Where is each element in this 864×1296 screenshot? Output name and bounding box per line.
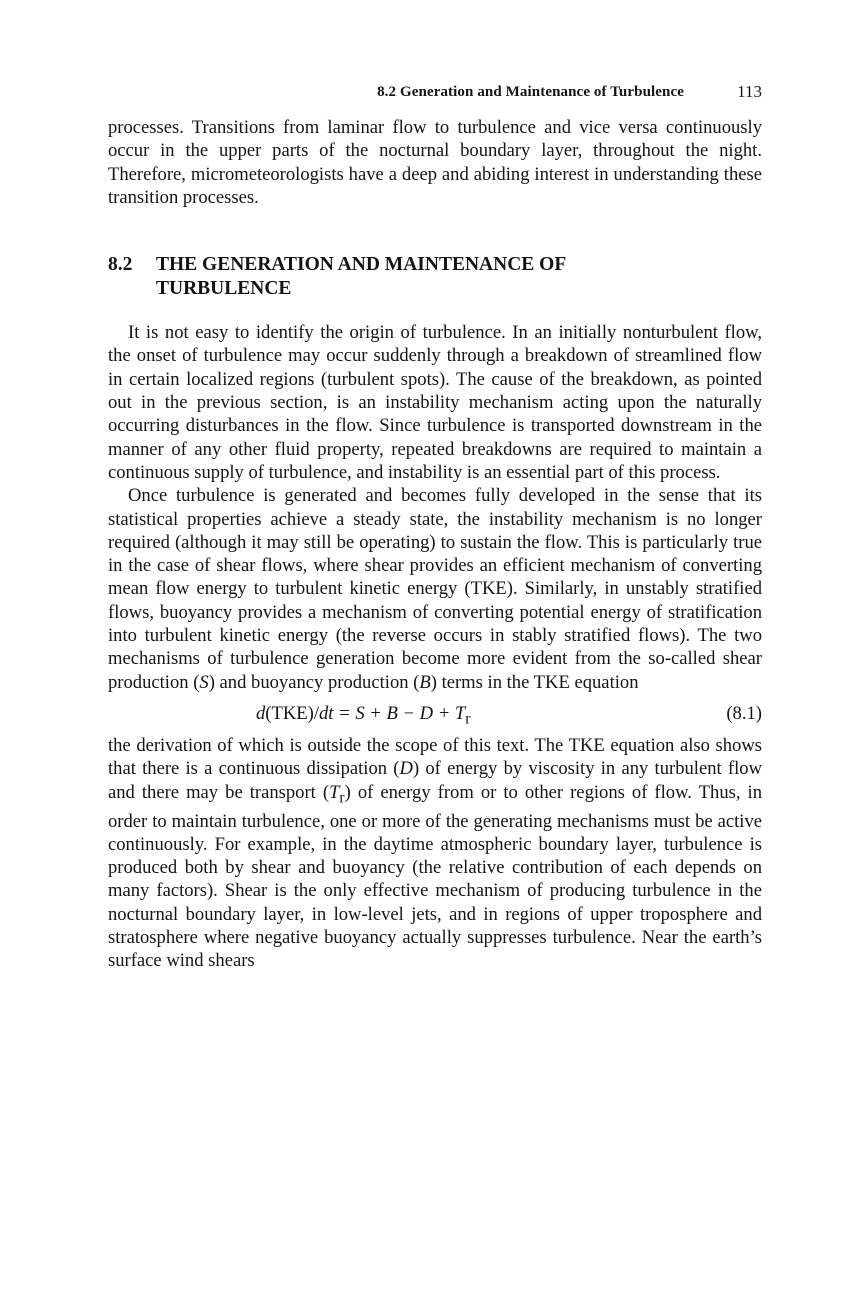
symbol-t-subscript: r	[339, 789, 345, 807]
text-span: ) of energy by viscosity in any turbulent flow and there may be transport (	[108, 758, 762, 803]
equation-8-1	[108, 700, 762, 730]
eq-tke: (TKE)/	[265, 702, 319, 724]
text-span: the derivation of which is outside the scope of this text. The TKE equation also shows that there is a continuous dissipation (	[108, 734, 762, 780]
section-number: 8.2	[108, 254, 133, 276]
eq-rhs: = S + B − D + T	[333, 702, 466, 724]
running-title: 8.2 Generation and Maintenance of Turbulence	[377, 84, 684, 100]
paragraph-origin-of-turbulence: It is not easy to identify the origin of turbulence. In an initially nonturbulent flow, the onset of turbulence may occur suddenly through a breakdown of streamlined flow in certain localized regions (turbulent spots). The cause of the breakdown, as pointed out in the previous section, is an instability mechanism acting upon the naturally occurring disturbances in the flow. Since turbulence is transported downstream in the manner of any other fluid property, repeated breakdowns are required to maintain a continuous supply of turbulence, and instability is an essential part of this process.	[108, 322, 762, 483]
symbol-t: T	[329, 781, 340, 803]
running-header	[108, 78, 762, 108]
text-span: Once turbulence is generated and becomes fully developed in the sense that its statistical properties achieve a steady state, the instability mechanism is no longer required (although it may still be operating) to sustain the flow. This is particularly true in the case of shear flows, where shear provides an efficient mechanism of converting mean flow energy to turbulent kinetic energy (TKE). Similarly, in unstably stratified flows, buoyancy provides a mechanism of converting potential energy of stratification into turbulent kinetic energy (the reverse occurs in stably stratified flows). The two mechanisms of turbulence generation become more evident from the so-called shear production (	[108, 485, 762, 693]
paragraph-tke-equation-discussion	[108, 734, 762, 973]
equation-number: (8.1)	[726, 702, 762, 724]
text-span: ) and buoyancy production (	[208, 671, 420, 693]
section-title: THE GENERATION AND MAINTENANCE OF TURBULENCE	[156, 254, 566, 300]
paragraph-tke-mechanisms	[108, 484, 762, 694]
text-span: ) of energy from or to other regions of flow. Thus, in order to maintain turbulence, one or more of the generating mechanisms must be active continuously. For example, in the daytime atmospheric boundary layer, turbulence is produced both by shear and buoyancy (the relative contribution of each depends on many factors). Shear is the only effective mechanism of producing turbulence in the nocturnal boundary layer, in low-level jets, and in regions of upper troposphere and stratosphere where negative buoyancy actually suppresses turbulence. Near the earth’s surface wind shears	[108, 781, 762, 972]
symbol-s: S	[199, 671, 209, 693]
intro-paragraph: processes. Transitions from laminar flow to turbulence and vice versa continuously occur in the upper parts of the nocturnal boundary layer, throughout the night. Therefore, micrometeorologists have a deep and abiding interest in understanding these transition processes.	[108, 117, 762, 208]
text-span: ) terms in the TKE equation	[430, 671, 639, 693]
equation-body	[256, 703, 470, 729]
eq-dt: dt	[319, 702, 334, 724]
symbol-b: B	[419, 671, 431, 693]
section-heading	[108, 253, 762, 301]
eq-d: d	[256, 702, 266, 724]
eq-subscript: r	[465, 710, 471, 728]
book-page	[108, 78, 762, 973]
symbol-d: D	[399, 758, 413, 780]
page-number: 113	[737, 82, 762, 101]
